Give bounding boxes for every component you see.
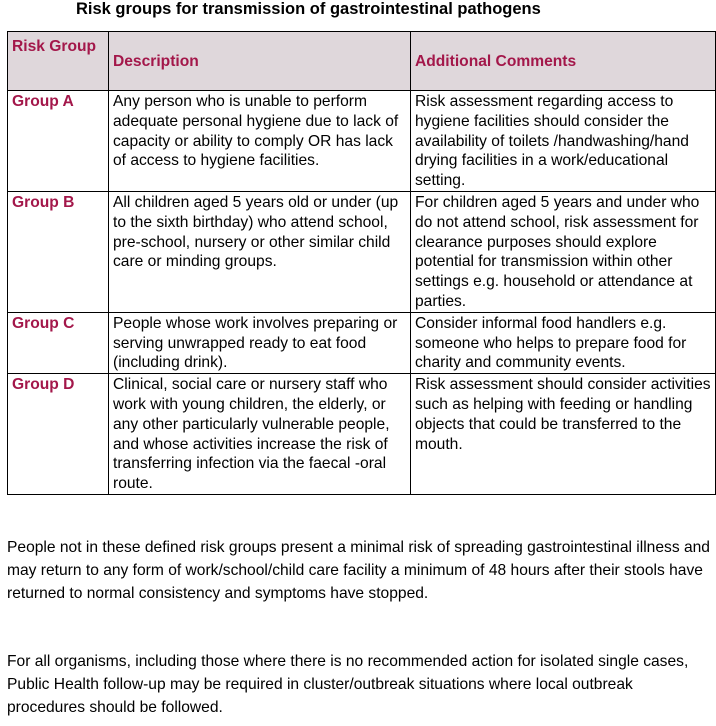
paragraph-outbreak-followup: For all organisms, including those where there is no recommended action for isolated single cases, Public Health follow-up may be required in cluster/outbreak situations where local outbreak procedures should be followed. [7,653,689,716]
table-row [8,191,716,312]
document-title: Risk groups for transmission of gastrointestinal pathogens [76,0,541,18]
group-label: Group C [8,312,109,373]
header-additional-comments: Additional Comments [411,32,716,91]
header-description: Description [109,32,411,91]
group-label: Group A [8,91,109,192]
group-label: Group D [8,374,109,495]
table-row [8,91,716,192]
group-description: People whose work involves preparing or serving unwrapped ready to eat food (including drink). [109,312,411,373]
group-comments: Risk assessment should consider activities such as helping with feeding or handling objects that could be transferred to the mouth. [411,374,716,495]
header-risk-group: Risk Group [8,32,109,91]
group-comments: Consider informal food handlers e.g. someone who helps to prepare food for charity and community events. [411,312,716,373]
table-row [8,374,716,495]
group-comments: For children aged 5 years and under who do not attend school, risk assessment for clearance purposes should explore potential for transmission within other settings e.g. household or attendance at parties. [411,191,716,312]
group-label: Group B [8,191,109,312]
group-description: Any person who is unable to perform adequate personal hygiene due to lack of capacity or ability to comply OR has lack of access to hygiene facilities. [109,91,411,192]
group-comments: Risk assessment regarding access to hygiene facilities should consider the availability of toilets /handwashing/hand drying facilities in a work/educational setting. [411,91,716,192]
group-description: Clinical, social care or nursery staff who work with young children, the elderly, or any other particularly vulnerable people, and whose activities increase the risk of transferring infection via the faecal -oral route. [109,374,411,495]
table-row [8,312,716,373]
paragraph-minimal-risk: People not in these defined risk groups present a minimal risk of spreading gastrointestinal illness and may return to any form of work/school/child care facility a minimum of 48 hours after their stools have returned to normal consistency and symptoms have stopped. [7,539,710,602]
group-description: All children aged 5 years old or under (up to the sixth birthday) who attend school, pre-school, nursery or other similar child care or minding groups. [109,191,411,312]
risk-groups-table [7,31,716,495]
table-header-row [8,32,716,91]
